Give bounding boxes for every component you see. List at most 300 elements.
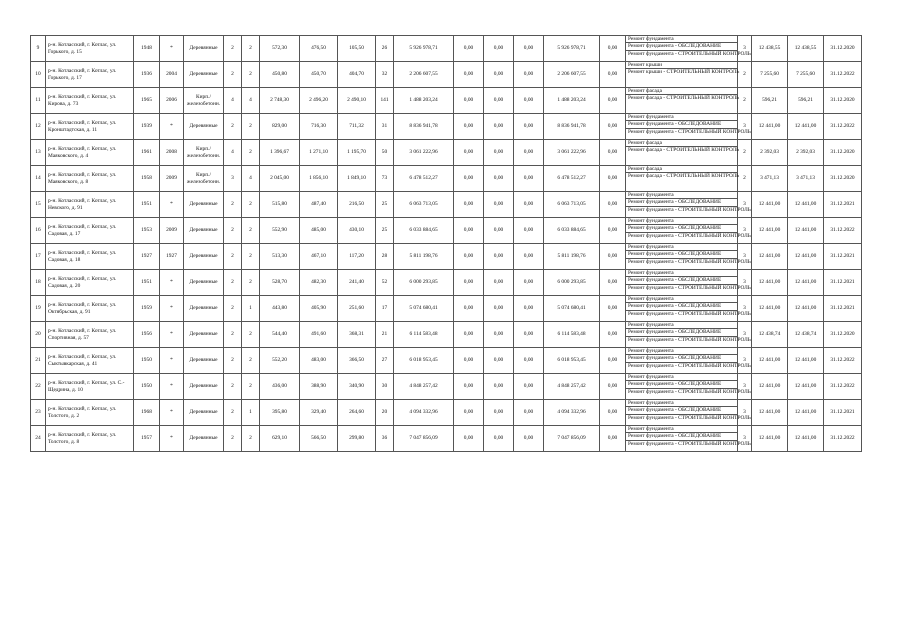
deadline-date: 31.12.2020 xyxy=(824,140,862,166)
regional-funds: 0,00 xyxy=(484,218,514,244)
unit-cost: 12 438,55 xyxy=(752,36,788,62)
work-item: Ремонт фундамента xyxy=(626,296,737,303)
owners-funds: 4 094 332,96 xyxy=(544,400,600,426)
year-renovated: * xyxy=(160,192,184,218)
deadline-date: 31.12.2021 xyxy=(824,400,862,426)
table-row xyxy=(31,192,862,218)
owners-funds: 8 836 941,78 xyxy=(544,114,600,140)
entrances-count: 2 xyxy=(242,62,260,88)
residential-area: 491,60 xyxy=(300,322,338,348)
deadline-date: 31.12.2022 xyxy=(824,348,862,374)
municipal-funds: 0,00 xyxy=(514,36,544,62)
living-area: 264,60 xyxy=(338,400,376,426)
work-item: Ремонт фундамента - СТРОИТЕЛЬНЫЙ КОНТРОЛЬ xyxy=(628,336,751,343)
entrances-count: 2 xyxy=(242,218,260,244)
floors-count: 2 xyxy=(224,296,242,322)
year-renovated: 2008 xyxy=(160,140,184,166)
residential-area: 476,50 xyxy=(300,36,338,62)
total-cost: 6 033 884,65 xyxy=(394,218,454,244)
regional-funds: 0,00 xyxy=(484,270,514,296)
residential-area: 487,40 xyxy=(300,192,338,218)
row-number: 22 xyxy=(31,374,46,400)
table-row xyxy=(31,218,862,244)
work-item: Ремонт фасада xyxy=(626,140,737,147)
federal-funds: 0,00 xyxy=(454,322,484,348)
federal-funds: 0,00 xyxy=(454,244,484,270)
unit-cost: 12 438,74 xyxy=(752,322,788,348)
address-cell: р-н. Котласский, г. Котлас, ул. Толстого, д. 8 xyxy=(46,426,134,452)
owners-funds: 6 033 884,65 xyxy=(544,218,600,244)
total-cost: 2 206 607,55 xyxy=(394,62,454,88)
unit-cost: 12 441,00 xyxy=(752,374,788,400)
unit-cost: 12 441,00 xyxy=(752,348,788,374)
year-renovated: * xyxy=(160,296,184,322)
deadline-date: 31.12.2022 xyxy=(824,374,862,400)
regional-funds: 0,00 xyxy=(484,400,514,426)
residents-count: 50 xyxy=(376,140,394,166)
living-area: 366,50 xyxy=(338,348,376,374)
total-cost: 6 018 953,45 xyxy=(394,348,454,374)
work-item: Ремонт фундамента xyxy=(626,218,737,225)
work-item: Ремонт фундамента - ОБСЛЕДОВАНИЕ xyxy=(626,225,737,232)
works-cell xyxy=(626,296,751,322)
unit-cost: 12 441,00 xyxy=(752,114,788,140)
floors-count: 2 xyxy=(224,348,242,374)
federal-funds: 0,00 xyxy=(454,114,484,140)
residents-count: 17 xyxy=(376,296,394,322)
work-item: Ремонт фундамента - СТРОИТЕЛЬНЫЙ КОНТРОЛЬ xyxy=(628,50,751,57)
federal-funds: 0,00 xyxy=(454,166,484,192)
address-cell: р-н. Котласский, г. Котлас, ул. Маяковского, д. 4 xyxy=(46,140,134,166)
row-number: 19 xyxy=(31,296,46,322)
year-built: 1948 xyxy=(134,36,160,62)
total-area: 552,20 xyxy=(260,348,300,374)
floors-count: 4 xyxy=(224,140,242,166)
total-area: 395,80 xyxy=(260,400,300,426)
living-area: 368,31 xyxy=(338,322,376,348)
unit-cost: 12 441,00 xyxy=(752,400,788,426)
table-row xyxy=(31,88,862,114)
municipal-funds: 0,00 xyxy=(514,270,544,296)
row-number: 9 xyxy=(31,36,46,62)
entrances-count: 1 xyxy=(242,296,260,322)
total-area: 2 748,30 xyxy=(260,88,300,114)
municipal-funds: 0,00 xyxy=(514,426,544,452)
limit-cost: 12 441,00 xyxy=(788,218,824,244)
municipal-funds: 0,00 xyxy=(514,244,544,270)
row-number: 13 xyxy=(31,140,46,166)
deadline-date: 31.12.2020 xyxy=(824,322,862,348)
total-cost: 6 114 583,48 xyxy=(394,322,454,348)
work-item: Ремонт фундамента xyxy=(626,192,737,199)
federal-funds: 0,00 xyxy=(454,374,484,400)
limit-cost: 12 441,00 xyxy=(788,400,824,426)
residents-count: 52 xyxy=(376,270,394,296)
municipal-funds: 0,00 xyxy=(514,192,544,218)
deadline-date: 31.12.2022 xyxy=(824,426,862,452)
other-funds: 0,00 xyxy=(600,62,626,88)
floors-count: 2 xyxy=(224,244,242,270)
federal-funds: 0,00 xyxy=(454,348,484,374)
federal-funds: 0,00 xyxy=(454,296,484,322)
works-cell xyxy=(626,244,751,270)
other-funds: 0,00 xyxy=(600,348,626,374)
work-item: Ремонт фасада xyxy=(626,166,737,173)
work-item: Ремонт фундамента - ОБСЛЕДОВАНИЕ xyxy=(626,433,737,440)
works-cell xyxy=(626,218,751,244)
address-cell: р-н. Котласский, г. Котлас, ул. Маяковского, д. 8 xyxy=(46,166,134,192)
address-cell: р-н. Котласский, г. Котлас, ул. Толстого, д. 2 xyxy=(46,400,134,426)
floors-count: 2 xyxy=(224,426,242,452)
floors-count: 2 xyxy=(224,374,242,400)
year-renovated: 1927 xyxy=(160,244,184,270)
residents-count: 141 xyxy=(376,88,394,114)
wall-material: Деревянные xyxy=(184,426,224,452)
works-cell xyxy=(626,400,751,426)
residential-area: 2 496,20 xyxy=(300,88,338,114)
total-area: 513,30 xyxy=(260,244,300,270)
row-number: 12 xyxy=(31,114,46,140)
year-built: 1968 xyxy=(134,400,160,426)
year-built: 1950 xyxy=(134,374,160,400)
year-built: 1961 xyxy=(134,140,160,166)
work-item: Ремонт фундамента xyxy=(626,36,737,43)
wall-material: Деревянные xyxy=(184,400,224,426)
floors-count: 2 xyxy=(224,114,242,140)
works-cell xyxy=(626,426,751,452)
federal-funds: 0,00 xyxy=(454,218,484,244)
work-item: Ремонт фундамента - ОБСЛЕДОВАНИЕ xyxy=(626,407,737,414)
work-item: Ремонт фундамента - СТРОИТЕЛЬНЫЙ КОНТРОЛЬ xyxy=(628,362,751,369)
work-item: Ремонт фундамента - СТРОИТЕЛЬНЫЙ КОНТРОЛЬ xyxy=(628,128,751,135)
address-cell: р-н. Котласский, г. Котлас, ул. Кронштадтская, д. 11 xyxy=(46,114,134,140)
residential-area: 388,90 xyxy=(300,374,338,400)
works-cell xyxy=(626,348,751,374)
unit-cost: 12 441,00 xyxy=(752,192,788,218)
work-item: Ремонт фундамента - ОБСЛЕДОВАНИЕ xyxy=(626,277,737,284)
owners-funds: 5 074 680,41 xyxy=(544,296,600,322)
other-funds: 0,00 xyxy=(600,244,626,270)
table-row xyxy=(31,36,862,62)
living-area: 117,20 xyxy=(338,244,376,270)
works-cell xyxy=(626,192,751,218)
unit-cost: 12 441,00 xyxy=(752,296,788,322)
year-built: 1950 xyxy=(134,348,160,374)
work-item: Ремонт фундамента - ОБСЛЕДОВАНИЕ xyxy=(626,251,737,258)
year-renovated: * xyxy=(160,400,184,426)
owners-funds: 3 061 222,96 xyxy=(544,140,600,166)
residents-count: 26 xyxy=(376,36,394,62)
total-area: 829,00 xyxy=(260,114,300,140)
works-cell xyxy=(626,140,738,166)
residents-count: 28 xyxy=(376,244,394,270)
deadline-date: 31.12.2021 xyxy=(824,192,862,218)
table-row xyxy=(31,426,862,452)
federal-funds: 0,00 xyxy=(454,426,484,452)
regional-funds: 0,00 xyxy=(484,426,514,452)
total-area: 552,90 xyxy=(260,218,300,244)
federal-funds: 0,00 xyxy=(454,400,484,426)
row-number: 23 xyxy=(31,400,46,426)
unit-cost: 12 441,00 xyxy=(752,270,788,296)
deadline-date: 31.12.2021 xyxy=(824,270,862,296)
limit-cost: 596,21 xyxy=(788,88,824,114)
municipal-funds: 0,00 xyxy=(514,374,544,400)
year-built: 1957 xyxy=(134,426,160,452)
work-item: Ремонт фундамента xyxy=(626,322,737,329)
address-cell: р-н. Котласский, г. Котлас, ул. Невского, д. 91 xyxy=(46,192,134,218)
owners-funds: 1 488 203,24 xyxy=(544,88,600,114)
work-item: Ремонт фундамента - СТРОИТЕЛЬНЫЙ КОНТРОЛЬ xyxy=(628,258,751,265)
residents-count: 73 xyxy=(376,166,394,192)
deadline-date: 31.12.2022 xyxy=(824,218,862,244)
deadline-date: 31.12.2022 xyxy=(824,62,862,88)
other-funds: 0,00 xyxy=(600,400,626,426)
year-built: 1953 xyxy=(134,218,160,244)
wall-material: Деревянные xyxy=(184,114,224,140)
works-count: 3 xyxy=(738,374,752,400)
total-area: 450,80 xyxy=(260,62,300,88)
year-renovated: 2006 xyxy=(160,88,184,114)
limit-cost: 3 471,13 xyxy=(788,166,824,192)
works-count: 3 xyxy=(738,218,752,244)
wall-material: Деревянные xyxy=(184,192,224,218)
year-built: 1951 xyxy=(134,192,160,218)
other-funds: 0,00 xyxy=(600,166,626,192)
regional-funds: 0,00 xyxy=(484,36,514,62)
works-cell xyxy=(626,166,738,192)
residents-count: 31 xyxy=(376,114,394,140)
year-renovated: * xyxy=(160,426,184,452)
work-item: Ремонт фундамента xyxy=(626,244,737,251)
wall-material: Деревянные xyxy=(184,374,224,400)
unit-cost: 12 441,00 xyxy=(752,218,788,244)
year-renovated: * xyxy=(160,322,184,348)
regional-funds: 0,00 xyxy=(484,88,514,114)
work-item: Ремонт фасада - СТРОИТЕЛЬНЫЙ КОНТРОЛЬ xyxy=(628,173,740,180)
regional-funds: 0,00 xyxy=(484,374,514,400)
living-area: 241,40 xyxy=(338,270,376,296)
table-row xyxy=(31,348,862,374)
wall-material: Деревянные xyxy=(184,218,224,244)
unit-cost: 12 441,00 xyxy=(752,244,788,270)
work-item: Ремонт фундамента - ОБСЛЕДОВАНИЕ xyxy=(626,329,737,336)
table-row xyxy=(31,114,862,140)
regional-funds: 0,00 xyxy=(484,166,514,192)
limit-cost: 12 441,00 xyxy=(788,114,824,140)
year-built: 1959 xyxy=(134,296,160,322)
owners-funds: 6 000 293,85 xyxy=(544,270,600,296)
work-item: Ремонт фундамента - ОБСЛЕДОВАНИЕ xyxy=(626,43,737,50)
row-number: 15 xyxy=(31,192,46,218)
table-row xyxy=(31,400,862,426)
wall-material: Деревянные xyxy=(184,348,224,374)
entrances-count: 2 xyxy=(242,244,260,270)
works-cell xyxy=(626,114,751,140)
wall-material: Деревянные xyxy=(184,244,224,270)
residents-count: 21 xyxy=(376,322,394,348)
owners-funds: 5 811 198,76 xyxy=(544,244,600,270)
federal-funds: 0,00 xyxy=(454,270,484,296)
works-cell xyxy=(626,88,738,114)
works-count: 2 xyxy=(738,62,752,88)
living-area: 216,50 xyxy=(338,192,376,218)
deadline-date: 31.12.2020 xyxy=(824,36,862,62)
year-renovated: * xyxy=(160,36,184,62)
wall-material: Деревянные xyxy=(184,62,224,88)
works-count: 3 xyxy=(738,426,752,452)
regional-funds: 0,00 xyxy=(484,296,514,322)
regional-funds: 0,00 xyxy=(484,192,514,218)
living-area: 430,10 xyxy=(338,218,376,244)
regional-funds: 0,00 xyxy=(484,348,514,374)
floors-count: 3 xyxy=(224,166,242,192)
row-number: 20 xyxy=(31,322,46,348)
row-number: 21 xyxy=(31,348,46,374)
work-item: Ремонт фундамента xyxy=(626,348,737,355)
year-built: 1965 xyxy=(134,88,160,114)
living-area: 711,32 xyxy=(338,114,376,140)
works-cell xyxy=(626,270,751,296)
municipal-funds: 0,00 xyxy=(514,114,544,140)
year-renovated: * xyxy=(160,114,184,140)
table-row xyxy=(31,374,862,400)
entrances-count: 2 xyxy=(242,36,260,62)
works-count: 3 xyxy=(738,322,752,348)
deadline-date: 31.12.2020 xyxy=(824,88,862,114)
deadline-date: 31.12.2022 xyxy=(824,114,862,140)
municipal-funds: 0,00 xyxy=(514,218,544,244)
total-cost: 1 488 203,24 xyxy=(394,88,454,114)
year-renovated: 2009 xyxy=(160,166,184,192)
living-area: 340,90 xyxy=(338,374,376,400)
address-cell: р-н. Котласский, г. Котлас, ул. Садовая, д. 17 xyxy=(46,218,134,244)
address-cell: р-н. Котласский, г. Котлас, ул. Садовая, д. 18 xyxy=(46,244,134,270)
work-item: Ремонт фундамента - СТРОИТЕЛЬНЫЙ КОНТРОЛЬ xyxy=(628,284,751,291)
address-cell: р-н. Котласский, г. Котлас, ул. Горького, д. 17 xyxy=(46,62,134,88)
address-cell: р-н. Котласский, г. Котлас, ул. Кирова, д. 73 xyxy=(46,88,134,114)
work-item: Ремонт крыши - СТРОИТЕЛЬНЫЙ КОНТРОЛЬ xyxy=(628,69,740,76)
entrances-count: 2 xyxy=(242,374,260,400)
residential-area: 716,30 xyxy=(300,114,338,140)
entrances-count: 2 xyxy=(242,348,260,374)
entrances-count: 4 xyxy=(242,88,260,114)
address-cell: р-н. Котласский, г. Котлас, ул. Спортивная, д. 57 xyxy=(46,322,134,348)
entrances-count: 2 xyxy=(242,426,260,452)
work-item: Ремонт фасада - СТРОИТЕЛЬНЫЙ КОНТРОЛЬ xyxy=(628,95,740,102)
wall-material: Деревянные xyxy=(184,36,224,62)
owners-funds: 6 018 953,45 xyxy=(544,348,600,374)
owners-funds: 4 848 257,42 xyxy=(544,374,600,400)
document-page xyxy=(30,35,861,452)
regional-funds: 0,00 xyxy=(484,140,514,166)
unit-cost: 2 392,03 xyxy=(752,140,788,166)
other-funds: 0,00 xyxy=(600,140,626,166)
row-number: 11 xyxy=(31,88,46,114)
unit-cost: 12 441,00 xyxy=(752,426,788,452)
federal-funds: 0,00 xyxy=(454,62,484,88)
address-cell: р-н. Котласский, г. Котлас, ул. Садовая, д. 20 xyxy=(46,270,134,296)
table-row xyxy=(31,62,862,88)
limit-cost: 12 438,74 xyxy=(788,322,824,348)
other-funds: 0,00 xyxy=(600,296,626,322)
works-count: 3 xyxy=(738,244,752,270)
table-row xyxy=(31,244,862,270)
row-number: 10 xyxy=(31,62,46,88)
residential-area: 1 271,10 xyxy=(300,140,338,166)
total-area: 1 396,67 xyxy=(260,140,300,166)
work-item: Ремонт фундамента xyxy=(626,400,737,407)
works-cell xyxy=(626,322,751,348)
limit-cost: 12 441,00 xyxy=(788,192,824,218)
table-row xyxy=(31,140,862,166)
total-area: 515,80 xyxy=(260,192,300,218)
work-item: Ремонт фундамента - ОБСЛЕДОВАНИЕ xyxy=(626,303,737,310)
floors-count: 4 xyxy=(224,88,242,114)
entrances-count: 2 xyxy=(242,322,260,348)
limit-cost: 12 441,00 xyxy=(788,270,824,296)
unit-cost: 3 471,13 xyxy=(752,166,788,192)
residents-count: 30 xyxy=(376,374,394,400)
address-cell: р-н. Котласский, г. Котлас, ул. Горького, д. 15 xyxy=(46,36,134,62)
floors-count: 2 xyxy=(224,322,242,348)
other-funds: 0,00 xyxy=(600,88,626,114)
work-item: Ремонт фундамента xyxy=(626,270,737,277)
work-item: Ремонт фундамента - ОБСЛЕДОВАНИЕ xyxy=(626,199,737,206)
work-item: Ремонт фасада xyxy=(626,88,737,95)
works-count: 2 xyxy=(738,88,752,114)
floors-count: 2 xyxy=(224,62,242,88)
deadline-date: 31.12.2021 xyxy=(824,244,862,270)
work-item: Ремонт фундамента - СТРОИТЕЛЬНЫЙ КОНТРОЛЬ xyxy=(628,414,751,421)
municipal-funds: 0,00 xyxy=(514,348,544,374)
municipal-funds: 0,00 xyxy=(514,400,544,426)
living-area: 251,60 xyxy=(338,296,376,322)
deadline-date: 31.12.2021 xyxy=(824,296,862,322)
limit-cost: 12 441,00 xyxy=(788,244,824,270)
total-area: 572,30 xyxy=(260,36,300,62)
entrances-count: 2 xyxy=(242,192,260,218)
residents-count: 36 xyxy=(376,426,394,452)
year-built: 1951 xyxy=(134,270,160,296)
municipal-funds: 0,00 xyxy=(514,62,544,88)
floors-count: 2 xyxy=(224,218,242,244)
residents-count: 25 xyxy=(376,218,394,244)
row-number: 16 xyxy=(31,218,46,244)
other-funds: 0,00 xyxy=(600,218,626,244)
residents-count: 20 xyxy=(376,400,394,426)
address-cell: р-н. Котласский, г. Котлас, ул. Сыктывкарская, д. 41 xyxy=(46,348,134,374)
year-built: 1927 xyxy=(134,244,160,270)
other-funds: 0,00 xyxy=(600,192,626,218)
year-renovated: * xyxy=(160,270,184,296)
year-built: 1958 xyxy=(134,166,160,192)
regional-funds: 0,00 xyxy=(484,322,514,348)
wall-material: Кирп./ железобетонн. xyxy=(184,140,224,166)
total-cost: 8 836 941,78 xyxy=(394,114,454,140)
total-area: 544,40 xyxy=(260,322,300,348)
entrances-count: 1 xyxy=(242,400,260,426)
work-item: Ремонт фундамента - ОБСЛЕДОВАНИЕ xyxy=(626,381,737,388)
wall-material: Кирп./ железобетонн. xyxy=(184,166,224,192)
work-item: Ремонт крыши xyxy=(626,62,737,69)
works-count: 3 xyxy=(738,192,752,218)
other-funds: 0,00 xyxy=(600,114,626,140)
works-count: 3 xyxy=(738,270,752,296)
municipal-funds: 0,00 xyxy=(514,140,544,166)
regional-funds: 0,00 xyxy=(484,244,514,270)
works-count: 3 xyxy=(738,36,752,62)
